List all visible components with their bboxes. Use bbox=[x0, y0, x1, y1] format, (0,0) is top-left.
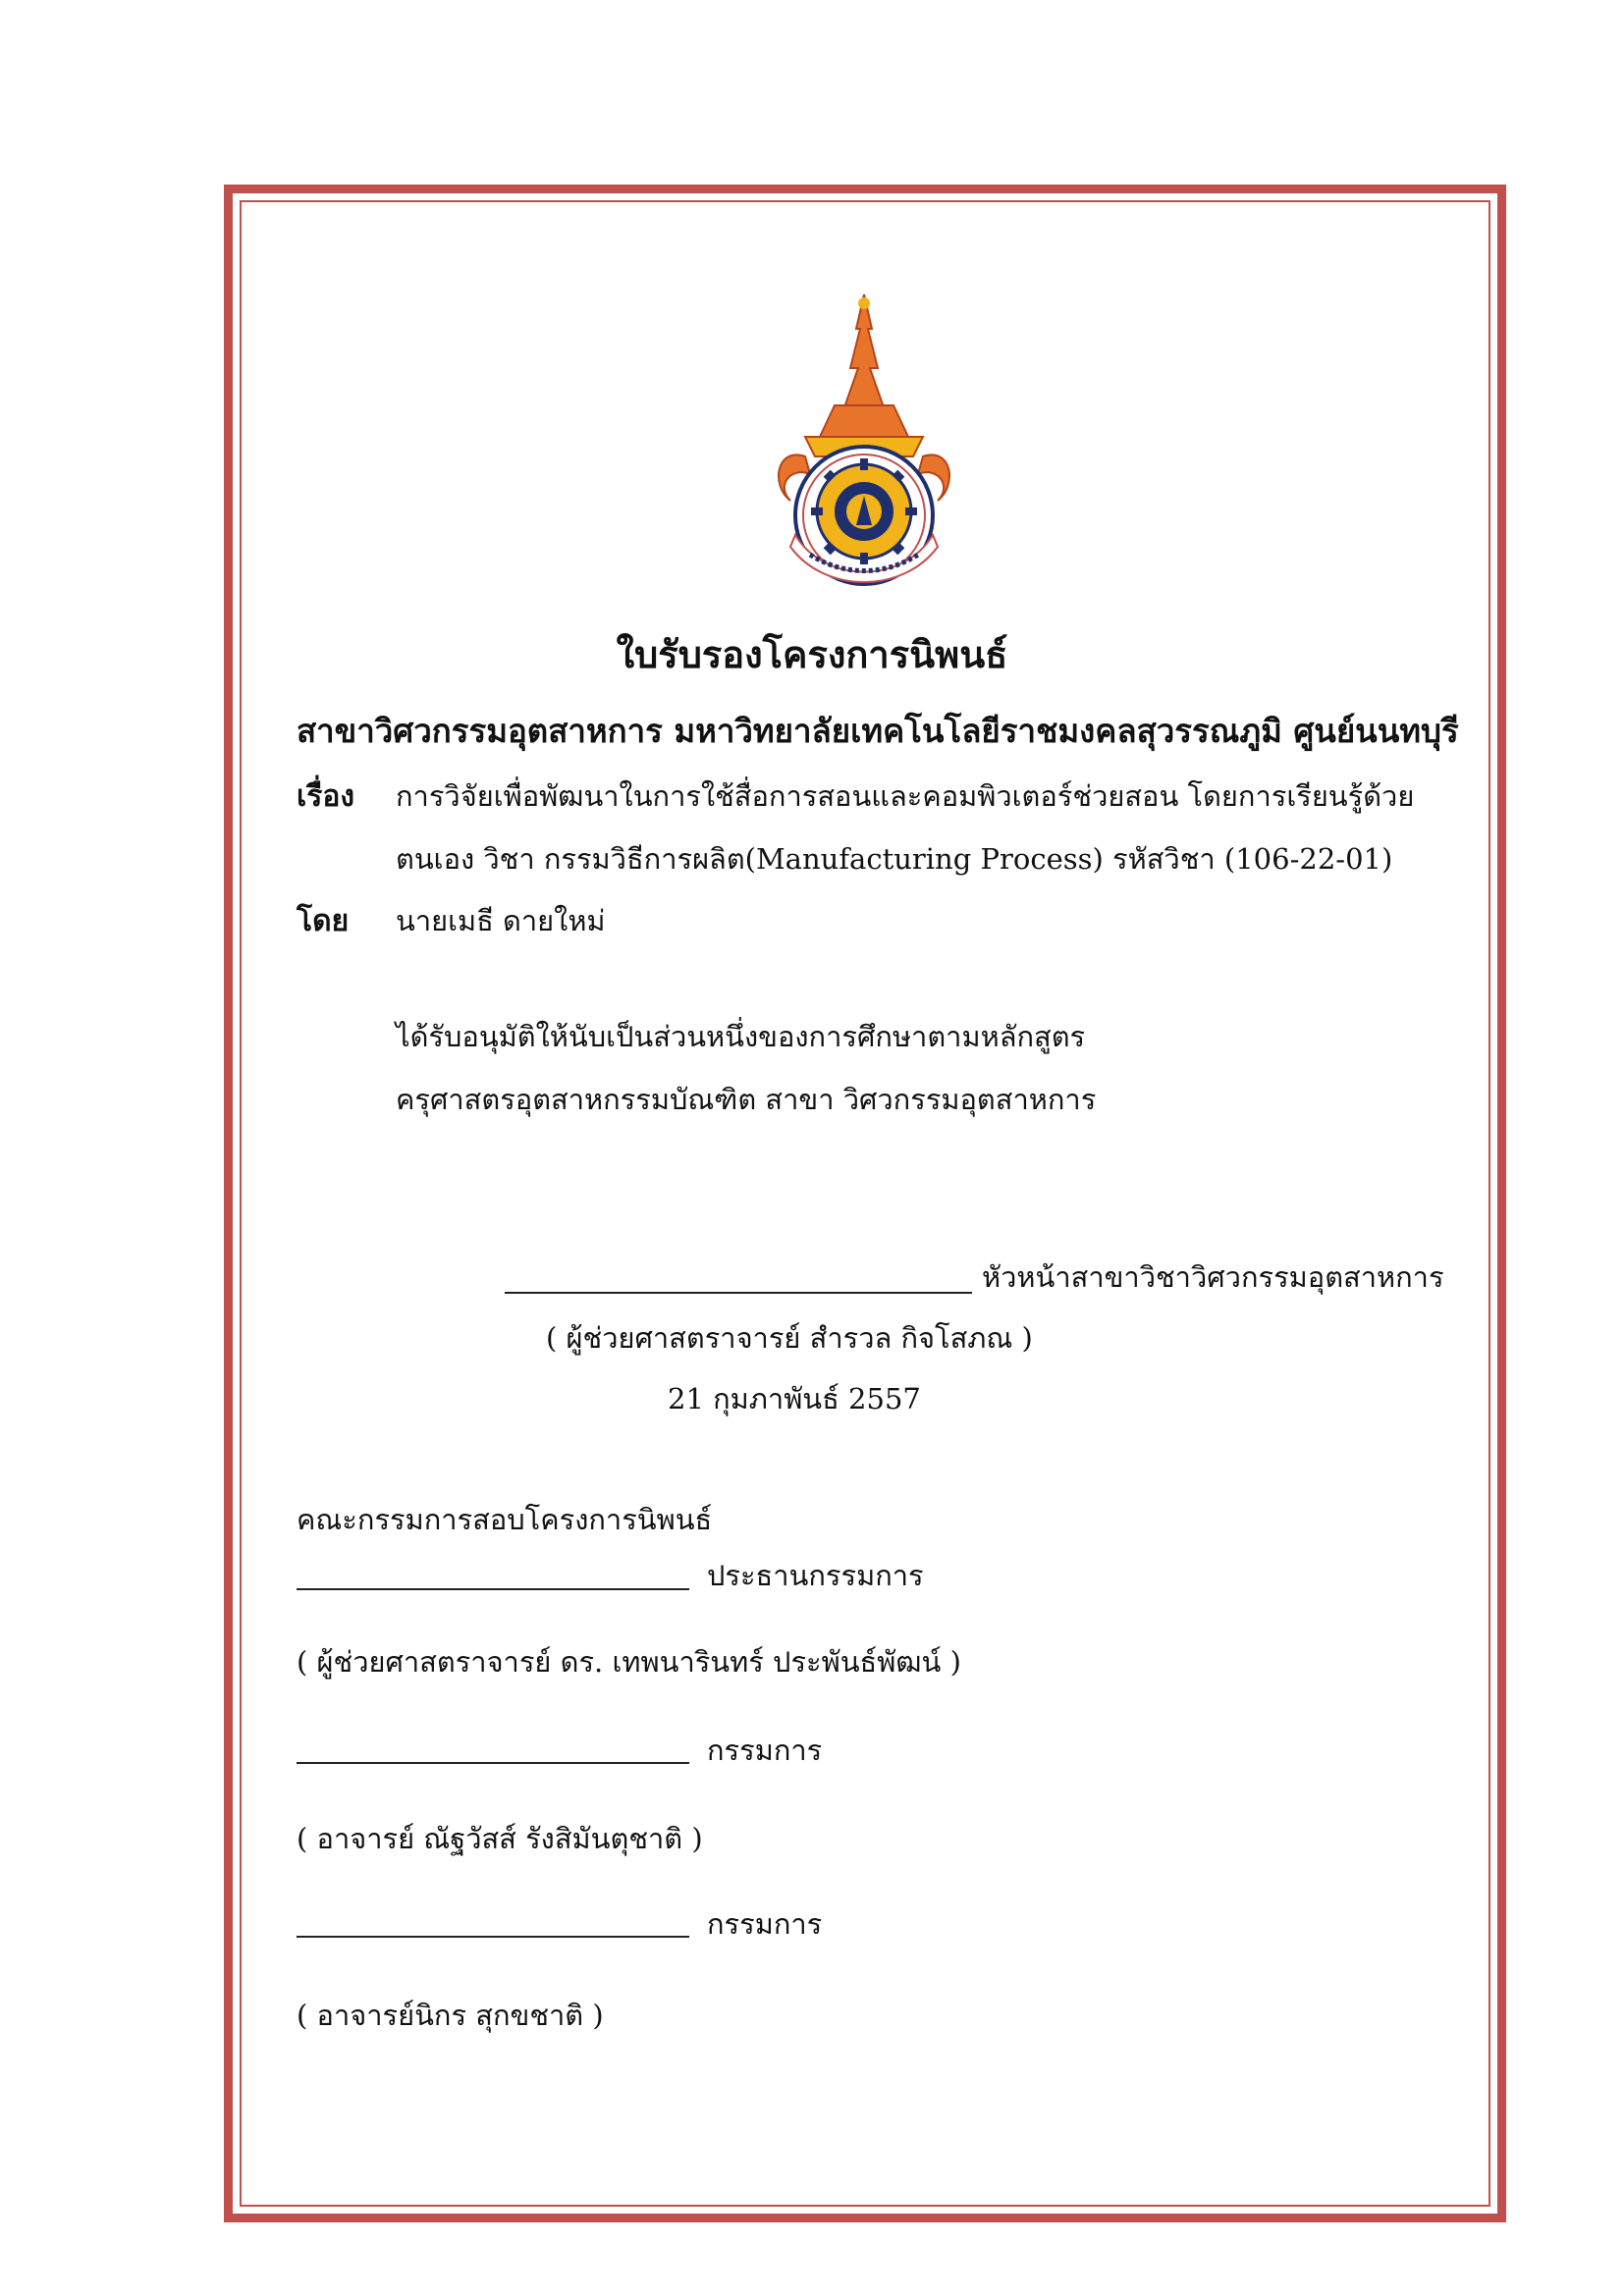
university-emblem-icon bbox=[766, 290, 962, 594]
subject-line-1: การวิจัยเพื่อพัฒนาในการใช้สื่อการสอนและคอมพิวเตอร์ช่วยสอน โดยการเรียนรู้ด้วย bbox=[396, 779, 1415, 813]
subject-line-2: ตนเอง วิชา กรรมวิธีการผลิต(Manufacturing Process) รหัสวิชา (106-22-01) bbox=[396, 842, 1393, 876]
member1-signature-line bbox=[297, 1762, 689, 1764]
subject-label: เรื่อง bbox=[297, 779, 355, 814]
author-name: นายเมธี ดายใหม่ bbox=[396, 904, 606, 937]
approval-line-2: ครุศาสตรอุตสาหกรรมบัณฑิต สาขา วิศวกรรมอุตสาหการ bbox=[396, 1083, 1097, 1116]
department-line: สาขาวิศวกรรมอุตสาหการ มหาวิทยาลัยเทคโนโลยีราชมงคลสุวรรณภูมิ ศูนย์นนทบุรี bbox=[297, 712, 1459, 750]
document-title: ใบรับรองโครงการนิพนธ์ bbox=[616, 632, 1008, 676]
chair-role: ประธานกรรมการ bbox=[707, 1559, 924, 1592]
head-signature-line bbox=[505, 1292, 972, 1294]
member2-signature-line bbox=[297, 1936, 689, 1938]
chair-signature-line bbox=[297, 1588, 689, 1590]
head-name: ( ผู้ช่วยศาสตราจารย์ สำรวล กิจโสภณ ) bbox=[546, 1321, 1033, 1355]
author-label: โดย bbox=[297, 904, 350, 938]
member1-name: ( อาจารย์ ณัฐวัสส์ รังสิมันตุชาติ ) bbox=[297, 1822, 703, 1855]
member2-role: กรรมการ bbox=[707, 1907, 823, 1941]
committee-heading: คณะกรรมการสอบโครงการนิพนธ์ bbox=[297, 1503, 713, 1536]
signature-date: 21 กุมภาพันธ์ 2557 bbox=[668, 1382, 921, 1415]
chair-name: ( ผู้ช่วยศาสตราจารย์ ดร. เทพนารินทร์ ประพันธ์พัฒน์ ) bbox=[297, 1645, 961, 1679]
member2-name: ( อาจารย์นิกร สุกขชาติ ) bbox=[297, 1999, 604, 2032]
head-role: หัวหน้าสาขาวิชาวิศวกรรมอุตสาหการ bbox=[982, 1260, 1444, 1294]
member1-role: กรรมการ bbox=[707, 1734, 823, 1767]
approval-line-1: ได้รับอนุมัติให้นับเป็นส่วนหนึ่งของการศึกษาตามหลักสูตร bbox=[396, 1020, 1086, 1053]
